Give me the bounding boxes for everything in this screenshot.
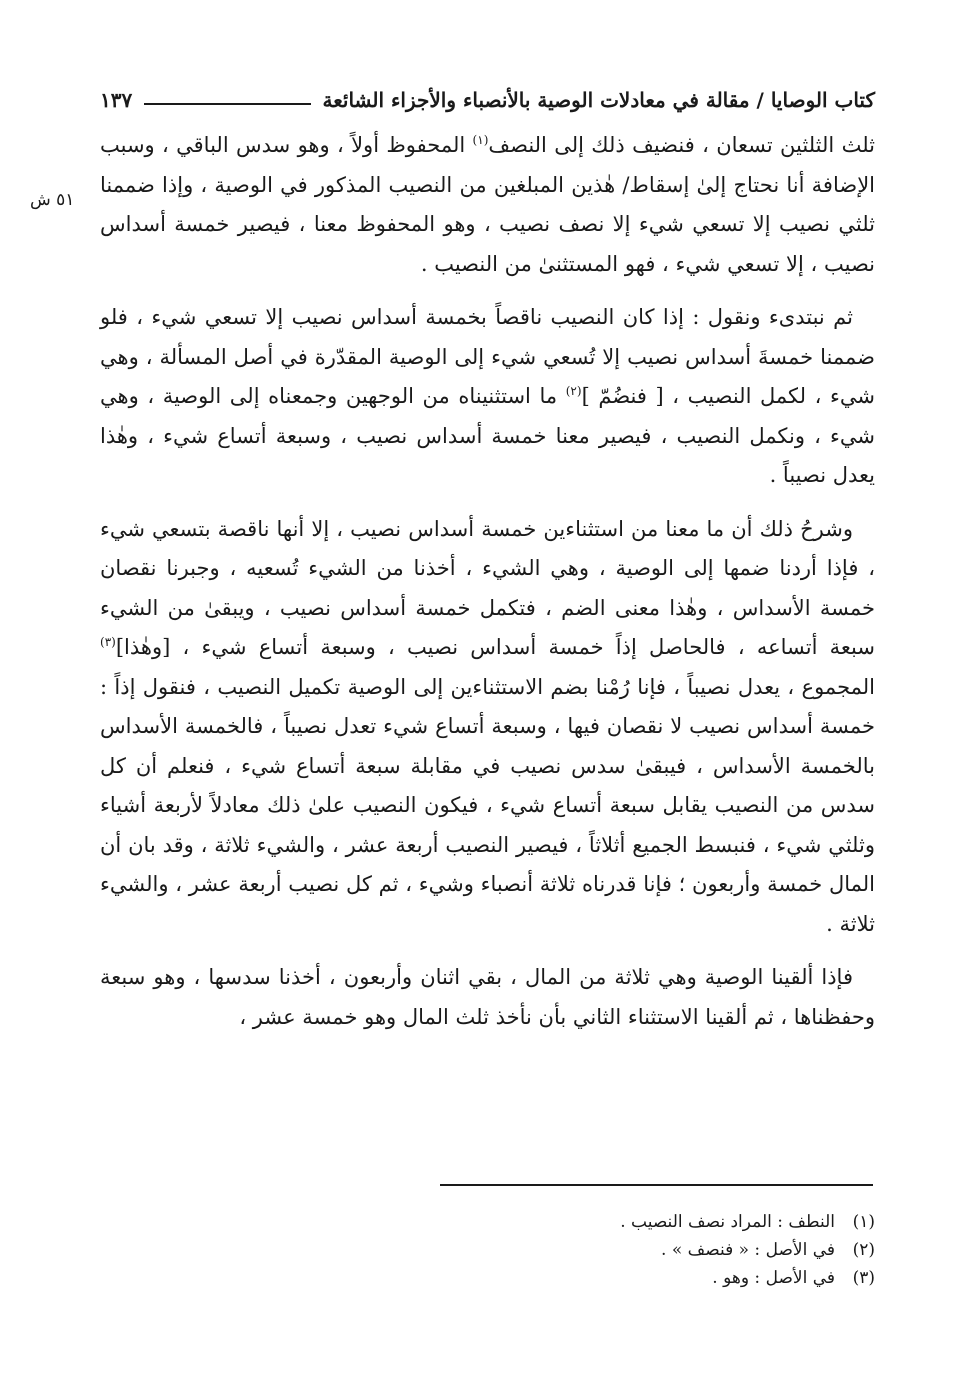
header-title: كتاب الوصايا / مقالة في معادلات الوصية بالأنصباء والأجزاء الشائعة bbox=[322, 88, 875, 112]
footnote-number: (٣) bbox=[852, 1268, 875, 1288]
paragraph: ثلث الثلثين تسعان ، فنضيف ذلك إلى النصف$^{(١)}$ المحفوظ أولاً ، وهو سدس الباقي ، وسبب الإضافة أنا نحتاج إلىٰ إسقاط/ هٰذين المبلغين من النصيب المذكور في الوصية ، وإذا ضممنا ثلثي نصيب إلا تسعي شيء إلا نصف نصيب ، وهو المحفوظ معنا ، فيصير خمسة أسداس نصيب ، إلا تسعي شيء ، فهو المستثنىٰ من النصيب . bbox=[100, 133, 875, 276]
footnote-text: في الأصل : « فنصف » . bbox=[661, 1240, 835, 1260]
footnote-text: النطف : المراد نصف النصيب . bbox=[620, 1212, 835, 1232]
footnote-separator bbox=[440, 1184, 873, 1186]
footnote bbox=[100, 1208, 875, 1236]
running-header bbox=[100, 80, 875, 120]
header-rule bbox=[144, 103, 310, 105]
paragraph: وشرحُ ذلك أن ما معنا من استثناءين خمسة أسداس نصيب ، إلا أنها ناقصة بتسعي شيء ، فإذا أردنا ضمها إلى الوصية ، وهي الشيء ، أخذنا من الشيء تُسعيه ، وجبرنا نقصان خمسة الأسداس ، وهٰذا معنى الضم ، فتكمل خمسة أسداس نصيب ، ويبقىٰ من الشيء سبعة أتساعه ، فالحاصل إذاً خمسة أسداس نصيب ، وسبعة أتساع شيء ، [وهٰذا]$^{(٣)}$ المجموع ، يعدل نصيباً ، فإنا رُمْنا بضم الاستثناءين إلى الوصية تكميل النصيب ، فنقول إذاً : خمسة أسداس نصيب لا نقصان فيها ، وسبعة أتساع شيء تعدل نصيباً ، فالخمسة الأسداس بالخمسة الأسداس ، فيبقىٰ سدس نصيب في مقابلة سبعة أتساع شيء ، فنعلم أن كل سدس من النصيب يقابل سبعة أتساع شيء ، فيكون النصيب علىٰ ذلك معادلاً لأربعة أشياء وثلثي شيء ، فنبسط الجميع أثلاثاً ، فيصير النصيب أربعة عشر ، والشيء ثلاثة ، وقد بان أن المال خمسة وأربعون ؛ فإنا قدرناه ثلاثة أنصباء وشيء ، ثم كل نصيب أربعة عشر ، والشيء ثلاثة . bbox=[100, 516, 875, 936]
footnote-ref[interactable]: (٣) bbox=[100, 635, 116, 649]
paragraph: ثم نبتدىء ونقول : إذا كان النصيب ناقصاً بخمسة أسداس نصيب إلا تسعي شيء ، فلو ضممنا خمسةَ أسداس نصيب إلا تُسعي شيء إلى الوصية المقدّرة في أصل المسألة ، وهي شيء ، لكمل النصيب ، [ فنضُمّ ]$^{(٢)}$ ما استثنيناه من الوجهين وجمعناه إلى الوصية ، وهي شيء ، ونكمل النصيب ، فيصير معنا خمسة أسداس نصيب ، وسبعة أتساع شيء ، وهٰذا يعدل نصيباً . bbox=[100, 305, 875, 487]
page-number: ١٣٧ bbox=[100, 88, 133, 112]
footnote bbox=[100, 1236, 875, 1264]
footnote-number: (١) bbox=[852, 1212, 875, 1232]
footnote bbox=[100, 1264, 875, 1292]
footnote-ref[interactable]: (١) bbox=[472, 133, 489, 147]
body-text bbox=[100, 126, 875, 1051]
footnote-number: (٢) bbox=[852, 1240, 875, 1260]
paragraph: فإذا ألقينا الوصية وهي ثلاثة من المال ، بقي اثنان وأربعون ، أخذنا سدسها ، وهو سبعة وحفظناها ، ثم ألقينا الاستثناء الثاني بأن نأخذ ثلث المال وهو خمسة عشر ، bbox=[100, 965, 875, 1029]
margin-note: ٥١ ش bbox=[30, 190, 75, 210]
footnotes bbox=[100, 1208, 875, 1292]
footnote-text: في الأصل : وهو . bbox=[712, 1268, 835, 1288]
footnote-ref[interactable]: (٢) bbox=[565, 384, 582, 398]
